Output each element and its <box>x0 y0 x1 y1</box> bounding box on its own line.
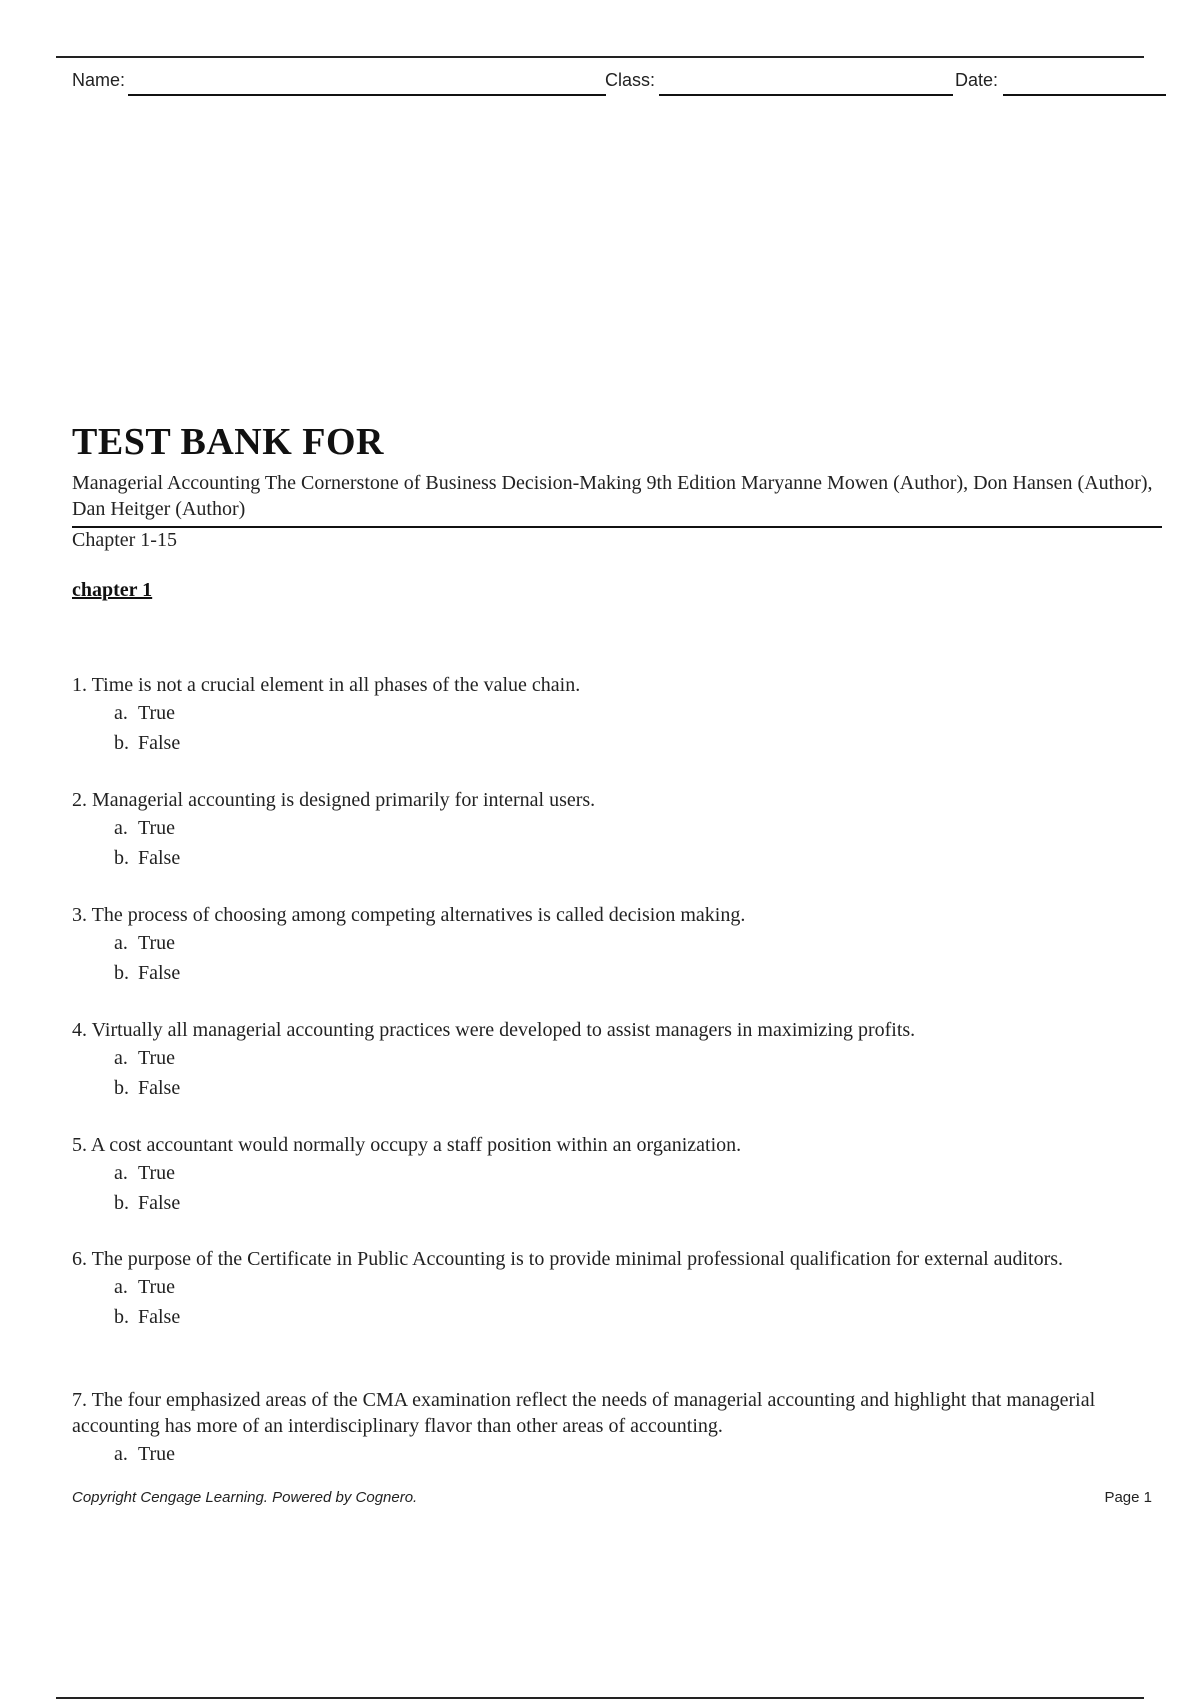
question-6 <box>72 1246 1112 1332</box>
question-stem <box>72 787 1112 813</box>
option-text: False <box>138 732 181 754</box>
name-field <box>72 70 125 91</box>
question-1 <box>72 672 1112 758</box>
option-text: True <box>138 1443 176 1465</box>
option-letter: a. <box>114 932 128 954</box>
question-2 <box>72 787 1112 873</box>
answer-option <box>72 1043 1112 1073</box>
option-letter: a. <box>114 1047 128 1069</box>
top-rule <box>56 56 1144 58</box>
student-info-header <box>72 70 1168 98</box>
question-5 <box>72 1132 1112 1218</box>
option-letter: b. <box>114 732 129 754</box>
date-label: Date: <box>955 70 999 90</box>
chapter-heading: chapter 1 <box>72 579 153 601</box>
question-number: 7. <box>72 1389 87 1411</box>
answer-option <box>72 1439 1112 1469</box>
option-text: False <box>138 962 181 984</box>
answer-option <box>72 1272 1112 1302</box>
question-number: 3. <box>72 904 87 926</box>
option-letter: a. <box>114 817 128 839</box>
name-label: Name: <box>72 70 126 90</box>
option-text: True <box>138 1047 176 1069</box>
title-divider <box>72 526 1162 528</box>
answer-option <box>72 1158 1112 1188</box>
chapter-range: Chapter 1-15 <box>72 529 177 551</box>
question-text: The four emphasized areas of the CMA examination reflect the needs of managerial accounting and highlight that managerial accounting has more of an interdisciplinary flavor than other areas of accounting. <box>72 1389 1096 1437</box>
question-text: A cost accountant would normally occupy a staff position within an organization. <box>90 1134 742 1156</box>
option-letter: a. <box>114 1162 128 1184</box>
question-stem <box>72 672 1112 698</box>
answer-option <box>72 813 1112 843</box>
answer-option <box>72 1302 1112 1332</box>
question-stem <box>72 1246 1112 1272</box>
question-stem <box>72 1017 1112 1043</box>
option-text: True <box>138 817 176 839</box>
question-stem <box>72 1132 1112 1158</box>
question-number: 6. <box>72 1248 87 1270</box>
option-letter: b. <box>114 847 129 869</box>
class-blank <box>659 94 953 96</box>
option-text: False <box>138 1192 181 1214</box>
question-3 <box>72 902 1112 988</box>
option-letter: a. <box>114 702 128 724</box>
answer-option <box>72 958 1112 988</box>
question-stem <box>72 902 1112 928</box>
option-letter: b. <box>114 1077 129 1099</box>
question-7 <box>72 1387 1112 1469</box>
name-blank <box>128 94 606 96</box>
question-number: 1. <box>72 674 87 696</box>
class-field <box>605 70 655 91</box>
question-text: Managerial accounting is designed primarily for internal users. <box>92 789 596 811</box>
page-number: Page 1 <box>1104 1489 1152 1506</box>
question-4 <box>72 1017 1112 1103</box>
question-number: 2. <box>72 789 87 811</box>
answer-option <box>72 1073 1112 1103</box>
question-number: 5. <box>72 1134 87 1156</box>
date-blank <box>1003 94 1166 96</box>
question-text: Time is not a crucial element in all phases of the value chain. <box>91 674 581 696</box>
option-text: True <box>138 932 176 954</box>
document-title: TEST BANK FOR <box>72 421 384 463</box>
book-description: Managerial Accounting The Cornerstone of Business Decision-Making 9th Edition Maryanne Mowen (Author), Don Hansen (Author), Dan Heitger (Author) <box>72 472 1153 520</box>
answer-option <box>72 1188 1112 1218</box>
copyright-notice: Copyright Cengage Learning. Powered by Cognero. <box>72 1489 418 1506</box>
bottom-rule <box>56 1697 1144 1699</box>
option-text: False <box>138 1077 181 1099</box>
question-text: Virtually all managerial accounting practices were developed to assist managers in maximizing profits. <box>91 1019 916 1041</box>
answer-option <box>72 928 1112 958</box>
option-letter: b. <box>114 962 129 984</box>
option-text: False <box>138 847 181 869</box>
question-stem <box>72 1387 1112 1439</box>
option-text: True <box>138 1162 176 1184</box>
class-label: Class: <box>605 70 656 90</box>
option-letter: b. <box>114 1192 129 1214</box>
option-text: True <box>138 1276 176 1298</box>
question-text: The purpose of the Certificate in Public Accounting is to provide minimal professional qualification for external auditors. <box>91 1248 1064 1270</box>
option-letter: b. <box>114 1306 129 1328</box>
option-letter: a. <box>114 1276 128 1298</box>
option-text: True <box>138 702 176 724</box>
option-text: False <box>138 1306 181 1328</box>
answer-option <box>72 843 1112 873</box>
question-text: The process of choosing among competing alternatives is called decision making. <box>91 904 746 926</box>
question-number: 4. <box>72 1019 87 1041</box>
option-letter: a. <box>114 1443 128 1465</box>
date-field <box>955 70 998 91</box>
answer-option <box>72 698 1112 728</box>
answer-option <box>72 728 1112 758</box>
